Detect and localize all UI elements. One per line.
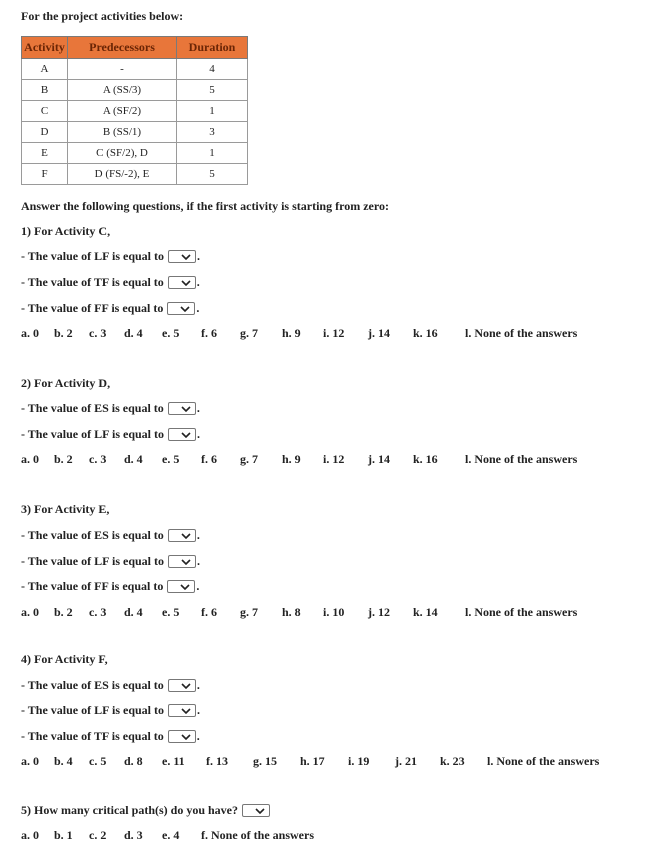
header-predecessors: Predecessors [68, 37, 177, 59]
chevron-down-icon [181, 734, 191, 740]
q2-line-lf-label: - The value of LF is equal to [21, 427, 165, 441]
q3-line-es [21, 528, 200, 543]
q4-line-lf [21, 703, 200, 718]
chevron-down-icon [181, 683, 191, 689]
chevron-down-icon [181, 533, 191, 539]
option: g. 7 [240, 605, 258, 619]
q1-ff-select[interactable] [167, 302, 195, 315]
option: c. 2 [89, 828, 107, 842]
q1-line-ff [21, 301, 199, 316]
q3-line-lf [21, 554, 200, 569]
q2-lf-select[interactable] [168, 428, 196, 441]
option: c. 3 [89, 452, 107, 466]
q4-line-lf-label: - The value of LF is equal to [21, 703, 165, 717]
option: b. 2 [54, 605, 73, 619]
option: a. 0 [21, 828, 39, 842]
option: j. 12 [368, 605, 390, 619]
chevron-down-icon [255, 808, 265, 814]
option: h. 8 [282, 605, 301, 619]
option: f. 13 [206, 754, 228, 768]
option: b. 4 [54, 754, 73, 768]
option: i. 19 [348, 754, 370, 768]
cell-predecessors: B (SS/1) [68, 122, 177, 143]
q4-line-tf-label: - The value of TF is equal to [21, 729, 164, 743]
q2-es-select[interactable] [168, 402, 196, 415]
chevron-down-icon [180, 584, 190, 590]
option: l. None of the answers [465, 326, 578, 340]
option: f. 6 [201, 605, 217, 619]
option: b. 2 [54, 326, 73, 340]
option: g. 7 [240, 326, 258, 340]
cell-activity: C [22, 101, 68, 122]
option: h. 9 [282, 452, 301, 466]
cell-activity: E [22, 143, 68, 164]
q1-line-lf-label: - The value of LF is equal to [21, 249, 165, 263]
q1-line-tf [21, 275, 200, 290]
option: e. 4 [162, 828, 180, 842]
cell-predecessors: C (SF/2), D [68, 143, 177, 164]
option: l. None of the answers [465, 605, 578, 619]
option: d. 3 [124, 828, 143, 842]
chevron-down-icon [181, 708, 191, 714]
option: f. 6 [201, 452, 217, 466]
option: h. 17 [300, 754, 325, 768]
option: h. 9 [282, 326, 301, 340]
option: i. 10 [323, 605, 345, 619]
option: a. 0 [21, 326, 39, 340]
q4-tf-select[interactable] [168, 730, 196, 743]
answer-instructions: Answer the following questions, if the first activity is starting from zero: [21, 199, 389, 213]
cell-activity: D [22, 122, 68, 143]
option: j. 14 [368, 326, 390, 340]
q2-title: 2) For Activity D, [21, 376, 111, 390]
option: k. 14 [413, 605, 438, 619]
q1-line-lf [21, 249, 200, 264]
option: g. 15 [253, 754, 277, 768]
table-row [22, 59, 248, 80]
q1-tf-select[interactable] [168, 276, 196, 289]
intro-text: For the project activities below: [21, 9, 184, 23]
cell-duration: 5 [177, 80, 248, 101]
q4-line-tf [21, 729, 200, 744]
option: f. 6 [201, 326, 217, 340]
q4-line-es [21, 678, 200, 693]
q3-es-select[interactable] [168, 529, 196, 542]
cell-predecessors: A (SS/3) [68, 80, 177, 101]
chevron-down-icon [181, 559, 191, 565]
q2-line-lf [21, 427, 200, 442]
period: . [196, 729, 200, 743]
chevron-down-icon [181, 432, 191, 438]
q1-line-tf-label: - The value of TF is equal to [21, 275, 164, 289]
chevron-down-icon [181, 280, 191, 286]
option: a. 0 [21, 452, 39, 466]
q4-lf-select[interactable] [168, 704, 196, 717]
q5-critical-paths-select[interactable] [242, 804, 270, 817]
option: l. None of the answers [465, 452, 578, 466]
option: j. 21 [395, 754, 417, 768]
header-duration: Duration [177, 37, 248, 59]
activity-table [21, 36, 248, 185]
cell-activity: F [22, 164, 68, 185]
option: e. 11 [162, 754, 185, 768]
option: j. 14 [368, 452, 390, 466]
option: d. 4 [124, 452, 143, 466]
q1-line-ff-label: - The value of FF is equal to [21, 301, 164, 315]
option: c. 3 [89, 605, 107, 619]
period: . [197, 703, 201, 717]
cell-duration: 4 [177, 59, 248, 80]
option: b. 1 [54, 828, 73, 842]
q4-title: 4) For Activity F, [21, 652, 108, 666]
table-row [22, 122, 248, 143]
option: d. 4 [124, 326, 143, 340]
period: . [196, 401, 200, 415]
period: . [196, 301, 200, 315]
q3-line-es-label: - The value of ES is equal to [21, 528, 164, 542]
q4-es-select[interactable] [168, 679, 196, 692]
option: l. None of the answers [487, 754, 600, 768]
option: k. 16 [413, 326, 438, 340]
cell-activity: B [22, 80, 68, 101]
option: e. 5 [162, 452, 180, 466]
period: . [197, 427, 201, 441]
option: i. 12 [323, 452, 345, 466]
option: a. 0 [21, 605, 39, 619]
cell-activity: A [22, 59, 68, 80]
option: i. 12 [323, 326, 345, 340]
q3-line-ff-label: - The value of FF is equal to [21, 579, 164, 593]
q3-lf-select[interactable] [168, 555, 196, 568]
cell-duration: 1 [177, 143, 248, 164]
cell-duration: 3 [177, 122, 248, 143]
option: b. 2 [54, 452, 73, 466]
q4-line-es-label: - The value of ES is equal to [21, 678, 164, 692]
table-row [22, 164, 248, 185]
option: k. 23 [440, 754, 465, 768]
cell-duration: 5 [177, 164, 248, 185]
chevron-down-icon [181, 254, 191, 260]
option: g. 7 [240, 452, 258, 466]
table-row [22, 101, 248, 122]
q3-ff-select[interactable] [167, 580, 195, 593]
option: f. None of the answers [201, 828, 314, 842]
q5-title: 5) How many critical path(s) do you have? [21, 803, 238, 817]
cell-predecessors: D (FS/-2), E [68, 164, 177, 185]
q3-line-lf-label: - The value of LF is equal to [21, 554, 165, 568]
option: a. 0 [21, 754, 39, 768]
table-row [22, 80, 248, 101]
q3-line-ff [21, 579, 199, 594]
header-activity: Activity [22, 37, 68, 59]
period: . [197, 554, 201, 568]
cell-duration: 1 [177, 101, 248, 122]
option: d. 8 [124, 754, 143, 768]
q1-title: 1) For Activity C, [21, 224, 111, 238]
table-row [22, 143, 248, 164]
cell-predecessors: - [68, 59, 177, 80]
option: e. 5 [162, 605, 180, 619]
option: e. 5 [162, 326, 180, 340]
period: . [196, 275, 200, 289]
period: . [196, 678, 200, 692]
option: k. 16 [413, 452, 438, 466]
option: c. 5 [89, 754, 107, 768]
q5-line [21, 803, 270, 818]
option: d. 4 [124, 605, 143, 619]
chevron-down-icon [180, 306, 190, 312]
period: . [196, 579, 200, 593]
option: c. 3 [89, 326, 107, 340]
period: . [196, 528, 200, 542]
q2-line-es [21, 401, 200, 416]
cell-predecessors: A (SF/2) [68, 101, 177, 122]
q2-line-es-label: - The value of ES is equal to [21, 401, 164, 415]
chevron-down-icon [181, 406, 191, 412]
period: . [197, 249, 201, 263]
q1-lf-select[interactable] [168, 250, 196, 263]
table-header-row [22, 37, 248, 59]
q3-title: 3) For Activity E, [21, 502, 110, 516]
